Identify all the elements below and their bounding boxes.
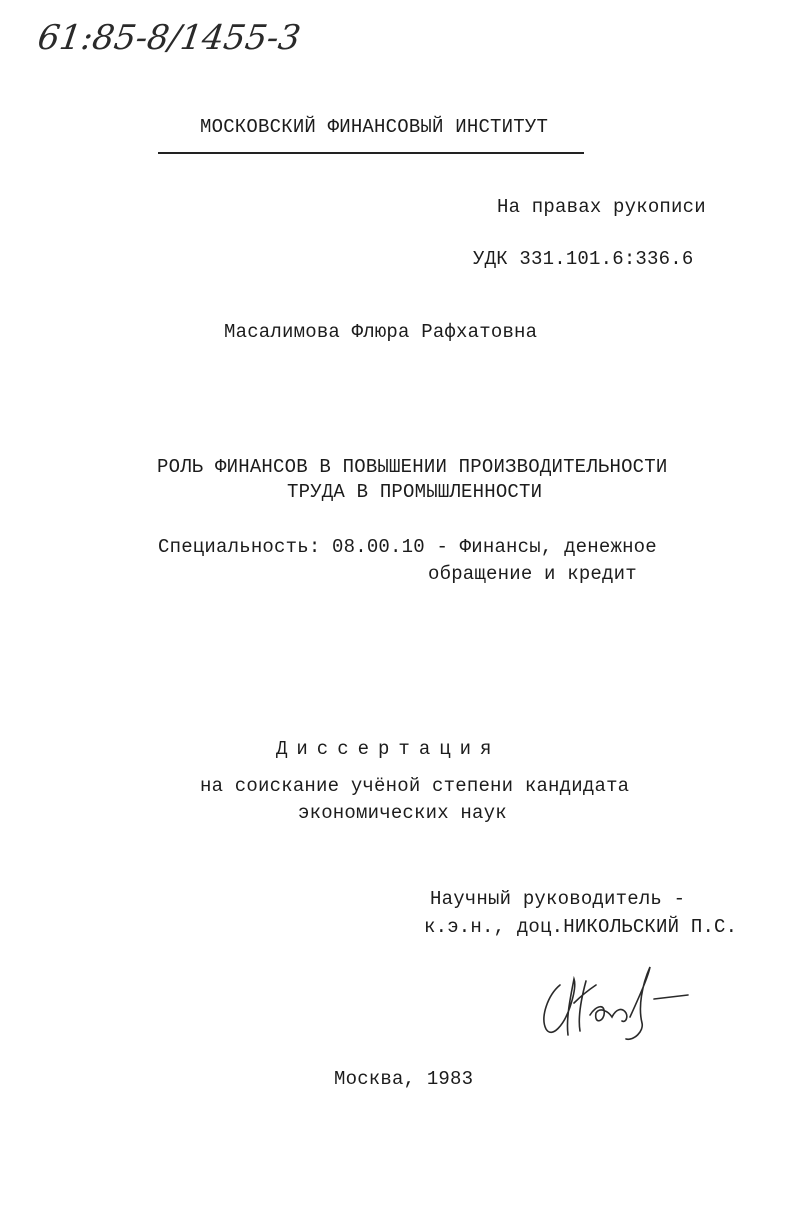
- author-name: Масалимова Флюра Рафхатовна: [224, 321, 538, 343]
- archive-code-handwritten: 61:85-8/1455-3: [35, 18, 304, 58]
- dissertation-line-2: экономических наук: [298, 802, 507, 824]
- supervisor-signature: [530, 955, 710, 1055]
- dissertation-line-1: на соискание учёной степени кандидата: [200, 775, 630, 797]
- manuscript-rights: На правах рукописи: [497, 196, 706, 218]
- supervisor-line-1: Научный руководитель -: [430, 888, 686, 910]
- institution-name: МОСКОВСКИЙ ФИНАНСОВЫЙ ИНСТИТУТ: [200, 116, 549, 138]
- thesis-title-line-1: РОЛЬ ФИНАНСОВ В ПОВЫШЕНИИ ПРОИЗВОДИТЕЛЬНОСТИ: [157, 456, 668, 478]
- specialty-line-1: Специальность: 08.00.10 - Финансы, денежное: [158, 536, 657, 558]
- udc-code: УДК 331.101.6:336.6: [473, 248, 694, 270]
- specialty-line-2: обращение и кредит: [428, 563, 637, 585]
- supervisor-line-2: к.э.н., доц.НИКОЛЬСКИЙ П.С.: [424, 916, 738, 938]
- header-underline: [158, 152, 584, 154]
- dissertation-heading: Диссертация: [276, 738, 501, 760]
- thesis-title-line-2: ТРУДА В ПРОМЫШЛЕННОСТИ: [287, 481, 543, 503]
- city-year: Москва, 1983: [334, 1068, 474, 1090]
